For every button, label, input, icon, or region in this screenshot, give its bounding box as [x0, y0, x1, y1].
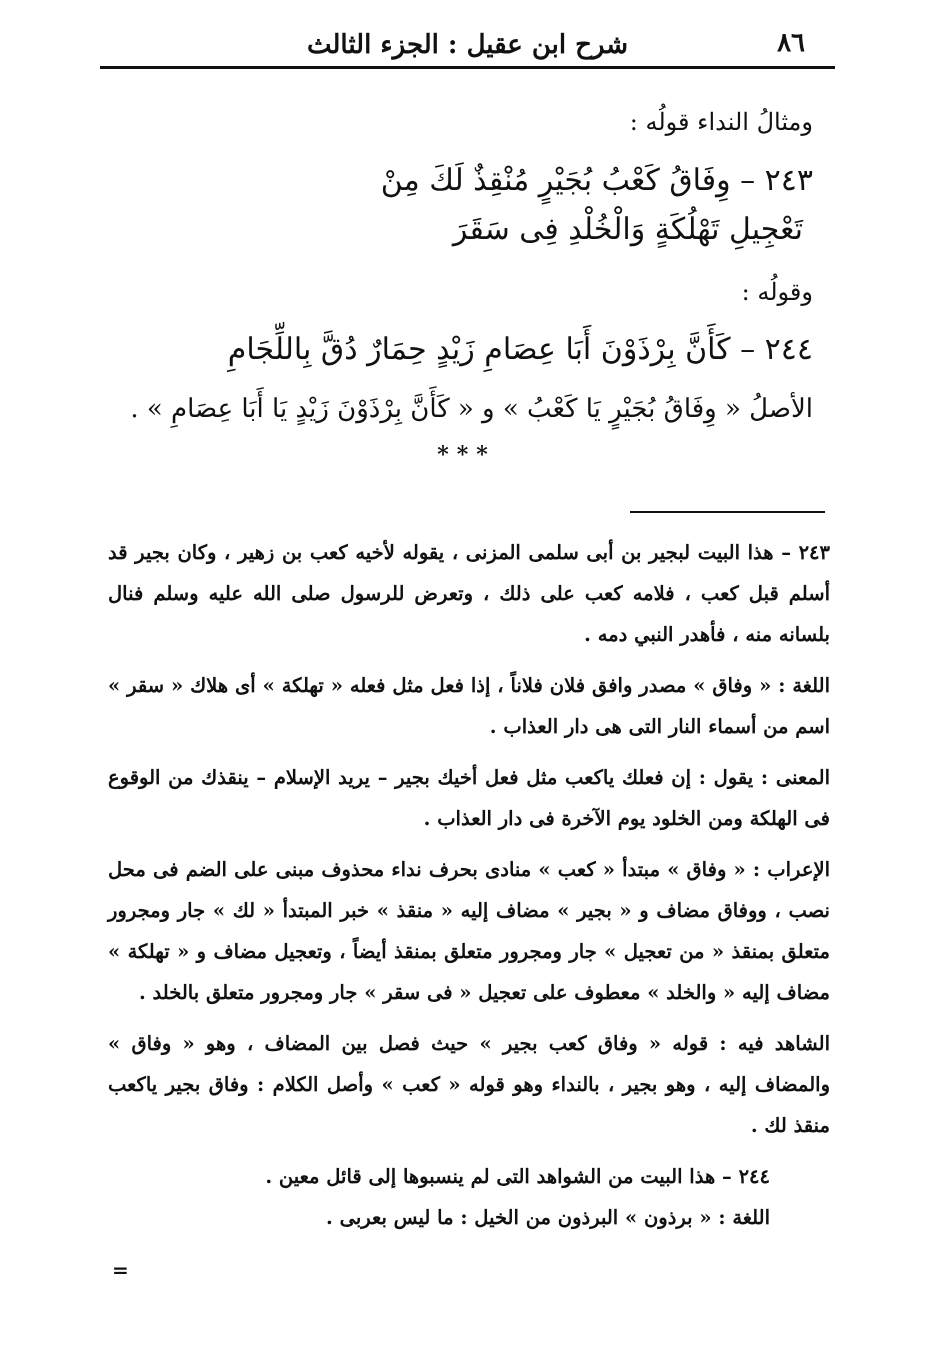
verse-243-second-hemistich: تَعْجِيلِ تَهْلُكَةٍ وَالْخُلْدِ فِى سَقَرَ — [452, 212, 803, 247]
page-header — [100, 22, 835, 69]
footnote-rule — [630, 511, 825, 513]
intro-qawluh: وقولُه : — [741, 278, 813, 306]
page-number: ٨٦ — [777, 28, 805, 58]
footnote-243-maana: المعنى : يقول : إن فعلك ياكعب مثل فعل أخيك بجير – يريد الإسلام – ينقذك من الوقوع فى الهلكة ومن الخلود يوم الآخرة فى دار العذاب . — [108, 766, 830, 830]
footnote-244-lugha: اللغة : « برذون » البرذون من الخيل : ما ليس بعربى . — [326, 1206, 770, 1229]
footnotes — [108, 532, 830, 1238]
verse-244: ٢٤٤ – كَأَنَّ بِرْذَوْنَ أَبَا عِصَامِ زَيْدٍ حِمَارٌ دُقَّ بِاللِّجَامِ — [227, 332, 813, 367]
intro-nida: ومثالُ النداء قولُه : — [629, 108, 813, 136]
footnote-243-irab: الإعراب : « وفاق » مبتدأ « كعب » منادى بحرف نداء محذوف مبنى على الضم فى محل نصب ، ووفاق مضاف و « بجير » مضاف إليه « منقذ » خبر المبتدأ « لك » جار ومجرور متعلق بمنقذ « من تعجيل » جار ومجرور متعلق بمنقذ أيضاً ، وتعجيل مضاف و « تهلكة » مضاف إليه « والخلد » معطوف على تعجيل « فى سقر » جار ومجرور متعلق بالخلد . — [108, 858, 830, 1004]
continuation-mark: = — [112, 1258, 129, 1282]
footnote-244-attribution: ٢٤٤ – هذا البيت من الشواهد التى لم ينسبوها إلى قائل معين . — [265, 1165, 770, 1188]
section-separator: *** — [437, 442, 496, 468]
verse-243-first-hemistich: ٢٤٣ – وِفَاقُ كَعْبُ بُجَيْرٍ مُنْقِذٌ لَكَ مِنْ — [380, 163, 813, 198]
footnote-243-attribution: ٢٤٣ – هذا البيت لبجير بن أبى سلمى المزنى ، يقوله لأخيه كعب بن زهير ، وكان بجير قد أسلم قبل كعب ، فلامه كعب على ذلك ، وتعرض للرسول صلى الله عليه وسلم فنال بلسانه منه ، فأهدر النبي دمه . — [108, 541, 830, 646]
running-title: شرح ابن عقيل : الجزء الثالث — [306, 30, 629, 60]
footnote-243-shahid: الشاهد فيه : قوله « وفاق كعب بجير » حيث فصل بين المضاف ، وهو « وفاق » والمضاف إليه ، وهو بجير ، بالنداء وهو قوله « كعب » وأصل الكلام : وفاق بجير ياكعب منقذ لك . — [108, 1032, 830, 1137]
asl-line: الأصلُ « وِفَاقُ بُجَيْرٍ يَا كَعْبُ » و « كَأَنَّ بِرْذَوْنَ زَيْدٍ يَا أَبَا عِصَامِ » . — [130, 394, 813, 424]
footnote-243-lugha: اللغة : « وفاق » مصدر وافق فلان فلاناً ، إذا فعل مثل فعله « تهلكة » أى هلاك « سقر » اسم من أسماء النار التى هى دار العذاب . — [108, 674, 830, 738]
